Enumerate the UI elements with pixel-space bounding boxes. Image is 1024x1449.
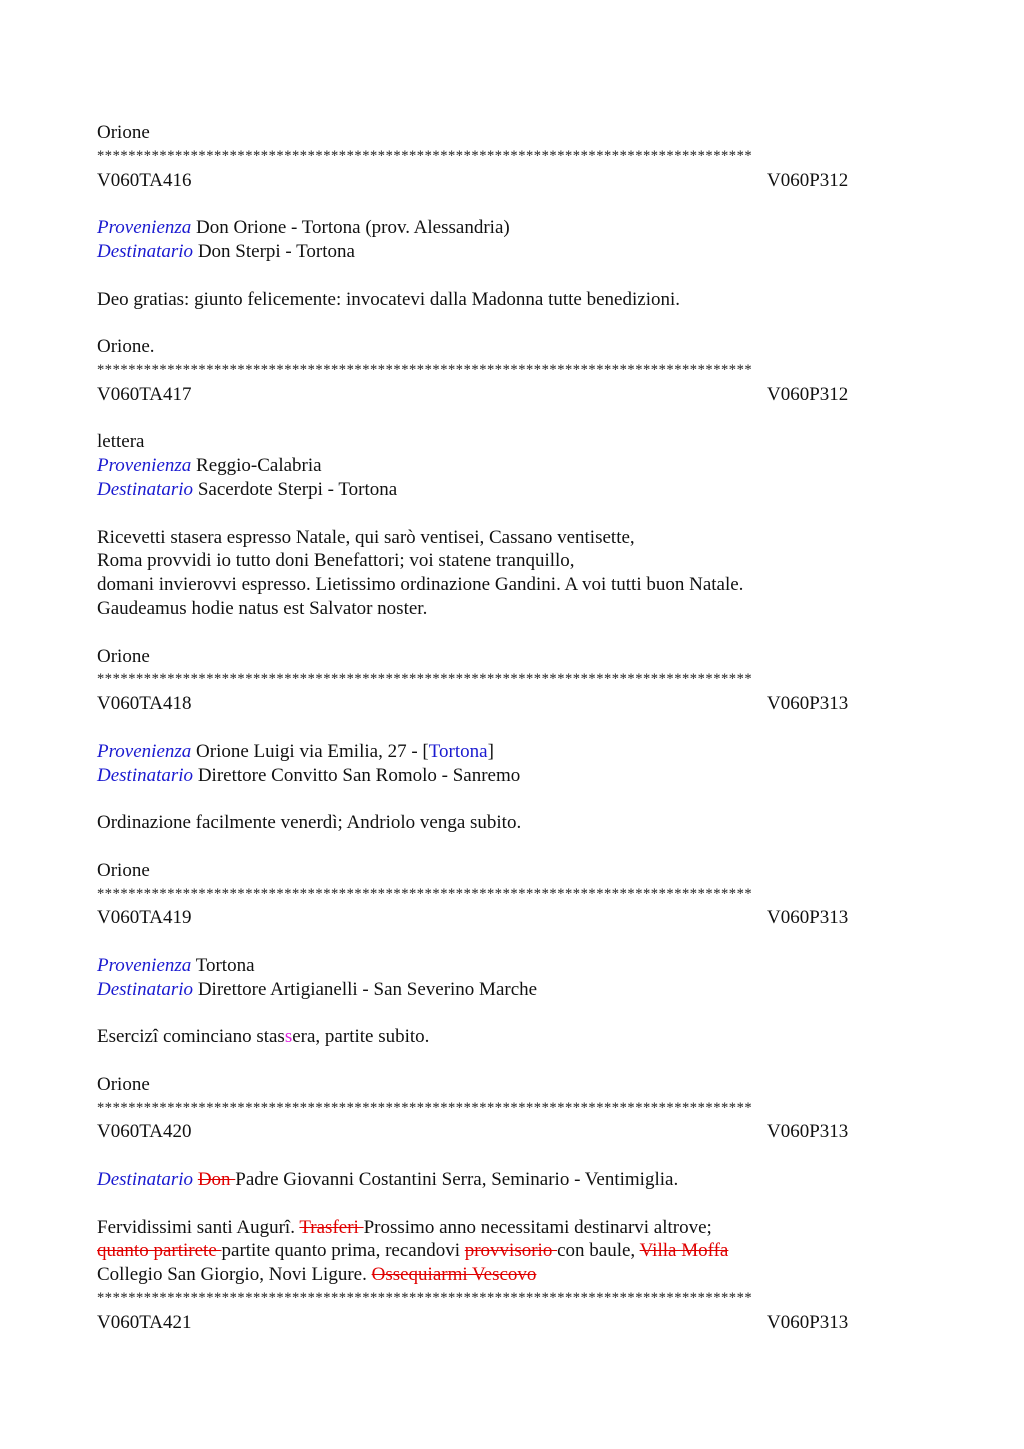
entry-header — [97, 169, 927, 193]
separator: ************************************************************************************ — [97, 1290, 753, 1307]
destinatario-label: Destinatario — [97, 478, 194, 500]
document-page — [97, 121, 927, 1335]
page-id: V060P312 — [767, 169, 849, 191]
signature: Orione. — [97, 336, 155, 358]
body-line: domani invierovvi espresso. Lietissimo ordinazione Gandini. A voi tutti buon Natale. — [97, 574, 744, 596]
provenienza-value: Reggio-Calabria — [196, 455, 322, 477]
entry-id: V060TA417 — [97, 383, 192, 405]
body-text: cominciano stas — [158, 1026, 285, 1048]
signature: Orione — [97, 645, 150, 667]
separator: ************************************************************************************ — [97, 671, 753, 688]
provenienza-line — [97, 454, 927, 478]
provenienza-label: Provenienza — [97, 217, 192, 239]
entry-id: V060TA418 — [97, 693, 192, 715]
deleted-text: Villa Moffa — [639, 1240, 729, 1262]
provenienza-line — [97, 740, 927, 764]
inserted-letter: s — [284, 1026, 293, 1048]
page-id: V060P312 — [767, 383, 849, 405]
provenienza-link: Tortona — [428, 740, 488, 762]
page-id: V060P313 — [767, 1311, 849, 1333]
separator: ************************************************************************************ — [97, 1099, 753, 1116]
entry-header — [97, 906, 927, 930]
deleted-text: Don — [197, 1169, 236, 1191]
signature: Orione — [97, 122, 150, 143]
destinatario-line — [97, 764, 927, 788]
destinatario-value: Direttore Convitto San Romolo - Sanremo — [197, 764, 521, 786]
page-id: V060P313 — [767, 1121, 849, 1143]
destinatario-value: Don Sterpi - Tortona — [197, 240, 355, 262]
entry-id: V060TA416 — [97, 169, 192, 191]
destinatario-label: Destinatario — [97, 240, 194, 262]
body-line — [97, 1025, 927, 1049]
body-line: Ricevetti stasera espresso Natale, qui sarò ventisei, Cassano ventisette, — [97, 526, 635, 548]
separator: ************************************************************************************ — [97, 361, 753, 378]
destinatario-line — [97, 1168, 927, 1192]
body-text: . — [290, 1216, 300, 1238]
deleted-text: provvisorio — [464, 1240, 558, 1262]
signature: Orione — [97, 1073, 150, 1095]
deleted-text: quanto partirete — [97, 1240, 222, 1262]
body-text: Prossimo anno necessitami destinarvi altrove; — [363, 1216, 712, 1238]
body-line — [97, 1263, 927, 1287]
entry-header — [97, 692, 927, 716]
deleted-text: Trasferi — [299, 1216, 364, 1238]
destinatario-value: Sacerdote Sterpi - Tortona — [197, 478, 398, 500]
entry-header — [97, 383, 927, 407]
destinatario-line — [97, 478, 927, 502]
destinatario-label: Destinatario — [97, 978, 194, 1000]
body-text: era, partite subito. — [292, 1026, 430, 1048]
body-text: partite quanto prima, recandovi — [221, 1240, 465, 1262]
provenienza-bracket: ] — [487, 740, 494, 762]
signature: Orione — [97, 859, 150, 881]
destinatario-line — [97, 240, 927, 264]
body-text: con baule, — [557, 1240, 640, 1262]
entry-header — [97, 1120, 927, 1144]
deleted-text: Ossequiarmi Vescovo — [371, 1264, 537, 1286]
destinatario-line — [97, 978, 927, 1002]
provenienza-label: Provenienza — [97, 954, 192, 976]
entry-id: V060TA421 — [97, 1311, 192, 1333]
page-id: V060P313 — [767, 907, 849, 929]
body-line: Gaudeamus hodie natus est Salvator noster. — [97, 597, 428, 619]
body-line — [97, 1216, 927, 1240]
destinatario-value: Padre Giovanni Costantini Serra, Seminario - Ventimiglia. — [235, 1169, 679, 1191]
body-text: Esercizî — [97, 1026, 159, 1048]
destinatario-value: Direttore Artigianelli - San Severino Marche — [197, 978, 538, 1000]
provenienza-value: Don Orione - Tortona (prov. Alessandria) — [196, 217, 510, 239]
body-line: Roma provvidi io tutto doni Benefattori; voi statene tranquillo, — [97, 550, 575, 572]
entry-id: V060TA419 — [97, 907, 192, 929]
body-line: Ordinazione facilmente venerdì; Andriolo venga subito. — [97, 812, 522, 834]
body-line: Deo gratias: giunto felicemente: invocatevi dalla Madonna tutte benedizioni. — [97, 288, 680, 310]
provenienza-value: Orione Luigi via Emilia, 27 - [ — [196, 740, 429, 762]
page-id: V060P313 — [767, 693, 849, 715]
body-line — [97, 1239, 927, 1263]
provenienza-label: Provenienza — [97, 455, 192, 477]
separator: ************************************************************************************ — [97, 885, 753, 902]
entry-id: V060TA420 — [97, 1121, 192, 1143]
separator: ************************************************************************************ — [97, 147, 753, 164]
body-text: Fervidissimi santi Augurî — [97, 1216, 291, 1238]
entry-type: lettera — [97, 431, 145, 453]
destinatario-label: Destinatario — [97, 1169, 194, 1191]
destinatario-label: Destinatario — [97, 764, 194, 786]
provenienza-line — [97, 954, 927, 978]
entry-header — [97, 1311, 927, 1335]
provenienza-label: Provenienza — [97, 740, 192, 762]
provenienza-line — [97, 216, 927, 240]
provenienza-value: Tortona — [195, 954, 255, 976]
body-text: Collegio San Giorgio, Novi Ligure. — [97, 1264, 372, 1286]
